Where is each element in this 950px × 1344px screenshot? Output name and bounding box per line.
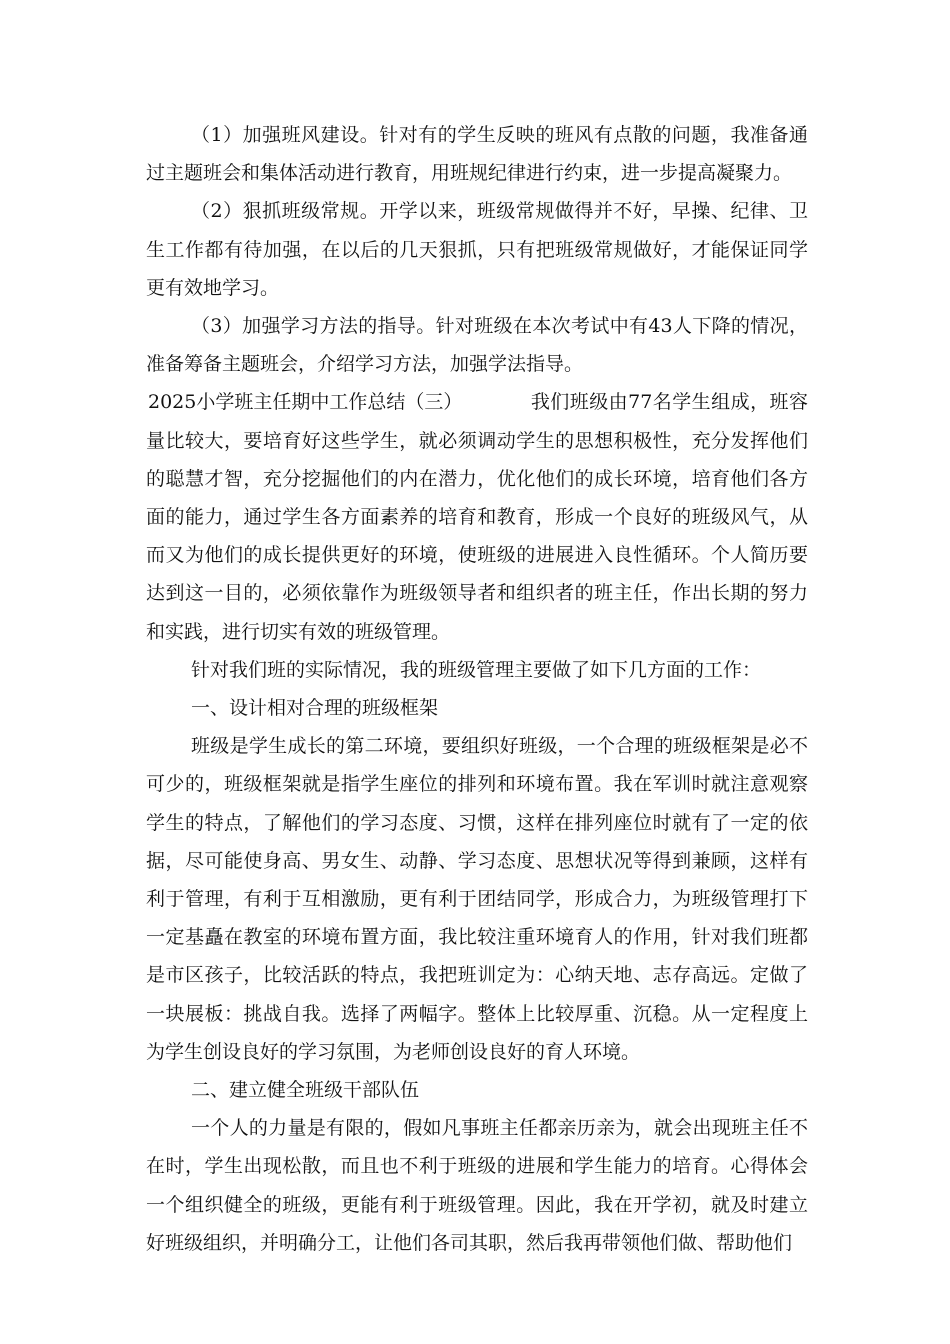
paragraph-study-method: （3）加强学习方法的指导。针对班级在本次考试中有43人下降的情况，准备筹备主题班会，介绍学习方法，加强学法指导。 [146,315,808,376]
section-heading-line [146,383,808,650]
section-title: 2025小学班主任期中工作总结（三） [148,391,463,414]
paragraph-class-cadres: 一个人的力量是有限的，假如凡事班主任都亲历亲为，就会出现班主任不在时，学生出现松散，而且也不利于班级的进展和学生能力的培育。心得体会一个组织健全的班级，更能有利于班级管理。因此，我在开学初，就及时建立好班级组织，并明确分工，让他们各司其职，然后我再带领他们做、帮助他们 [146,1117,808,1254]
subheading-class-cadres: 二、建立健全班级干部队伍 [191,1079,420,1102]
paragraph-class-style: （1）加强班风建设。针对有的学生反映的班风有点散的问题，我准备通过主题班会和集体活动进行教育，用班规纪律进行约束，进一步提高凝聚力。 [146,124,808,185]
subheading-class-framework: 一、设计相对合理的班级框架 [191,697,439,720]
section-intro: 我们班级由77名学生组成，班容量比较大，要培育好这些学生，就必须调动学生的思想积极性，充分发挥他们的聪慧才智，充分挖掘他们的内在潜力，优化他们的成长环境，培育他们各方面的能力，通过学生各方面素养的培育和教育，形成一个良好的班级风气，从而又为他们的成长提供更好的环境，使班级的进展进入良性循环。个人简历要达到这一目的，必须依靠作为班级领导者和组织者的班主任，作出长期的努力和实践，进行切实有效的班级管理。 [146,391,808,643]
document-body [146,116,808,1262]
paragraph-class-framework: 班级是学生成长的第二环境，要组织好班级，一个合理的班级框架是必不可少的，班级框架就是指学生座位的排列和环境布置。我在军训时就注意观察学生的特点，了解他们的学习态度、习惯，这样在排列座位时就有了一定的依据，尽可能使身高、男女生、动静、学习态度、思想状况等得到兼顾，这样有利于管理，有利于互相激励，更有利于团结同学，形成合力，为班级管理打下一定基矗在教室的环境布置方面，我比较注重环境育人的作用，针对我们班都是市区孩子，比较活跃的特点，我把班训定为：心纳天地、志存高远。定做了一块展板：挑战自我。选择了两幅字。整体上比较厚重、沉稳。从一定程度上为学生创设良好的学习氛围，为老师创设良好的育人环境。 [146,735,808,1063]
paragraph-work-overview: 针对我们班的实际情况，我的班级管理主要做了如下几方面的工作： [191,658,762,681]
paragraph-class-routine: （2）狠抓班级常规。开学以来，班级常规做得并不好，早操、纪律、卫生工作都有待加强，在以后的几天狠抓，只有把班级常规做好，才能保证同学更有效地学习。 [146,200,808,299]
